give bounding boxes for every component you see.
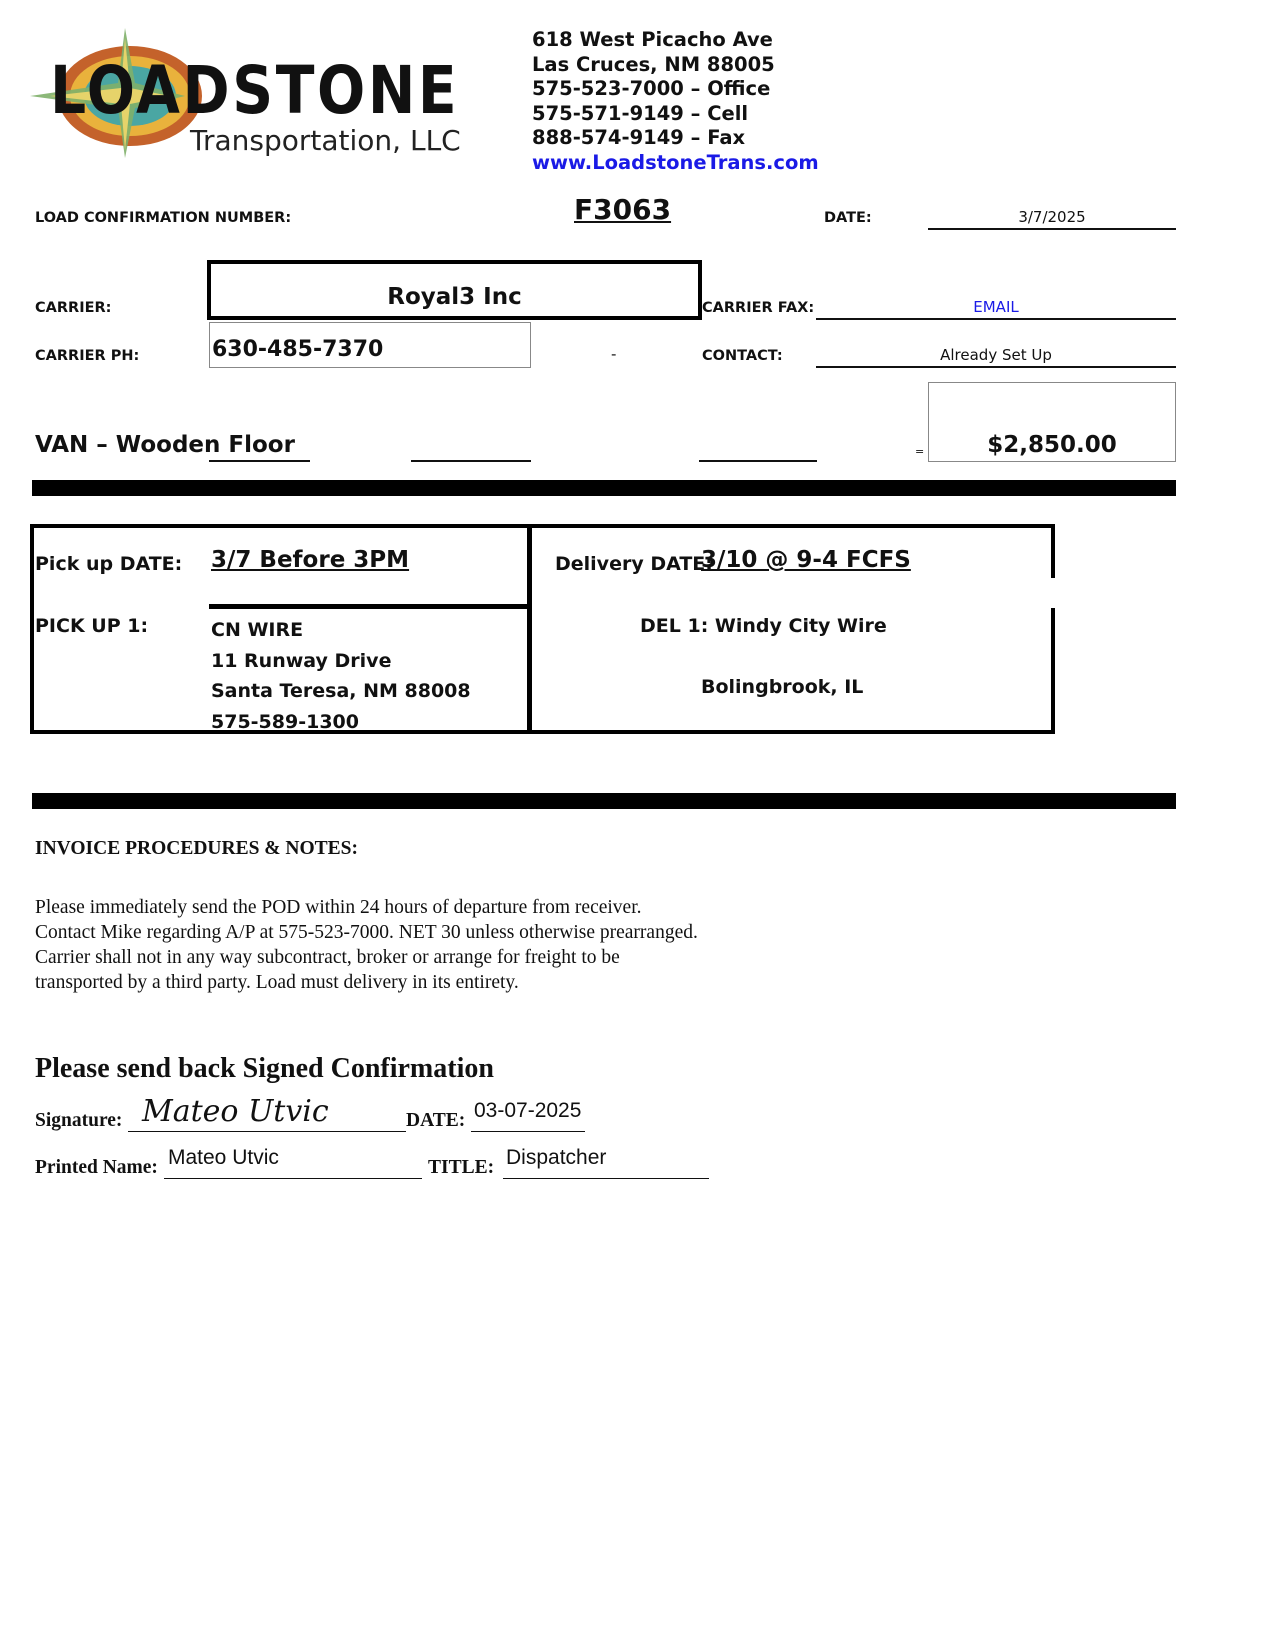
pickup-address <box>211 615 471 737</box>
pickup-label: PICK UP 1: <box>35 615 149 637</box>
equipment-type: VAN – Wooden Floor <box>35 432 295 458</box>
printed-name-label: Printed Name: <box>35 1157 158 1178</box>
notes-line: Contact Mike regarding A/P at 575-523-7000. NET 30 unless otherwise prearranged. <box>35 922 698 943</box>
notes-heading: INVOICE PROCEDURES & NOTES: <box>35 838 359 859</box>
rate-value: $2,850.00 <box>987 432 1117 458</box>
carrier-phone-label: CARRIER PH: <box>35 348 140 364</box>
notes-line: Please immediately send the POD within 24 hours of departure from receiver. <box>35 897 642 918</box>
address-line: Las Cruces, NM 88005 <box>532 52 775 76</box>
date-label: DATE: <box>824 210 872 226</box>
contact-label: CONTACT: <box>702 348 783 364</box>
carrier-fax-value: EMAIL <box>973 298 1019 316</box>
carrier-name-box <box>207 260 702 320</box>
frame-divider <box>527 524 532 734</box>
pickup-line: 575-589-1300 <box>211 710 359 733</box>
confirmation-number: F3063 <box>574 193 672 226</box>
blank-line <box>411 460 531 462</box>
delivery-date-label: Delivery DATE: <box>555 553 713 575</box>
equipment-underline <box>209 460 310 462</box>
pickup-divider <box>209 604 527 609</box>
carrier-fax-label: CARRIER FAX: <box>702 300 815 316</box>
notes-line: Carrier shall not in any way subcontract, broker or arrange for freight to be <box>35 947 620 968</box>
title-value: Dispatcher <box>506 1146 607 1169</box>
sign-date-line <box>471 1131 585 1132</box>
frame-edge <box>1051 608 1055 734</box>
divider-bar <box>32 793 1176 809</box>
logo-subtitle: Transportation, LLC <box>190 124 461 157</box>
carrier-name: Royal3 Inc <box>387 284 522 310</box>
address-line: 888-574-9149 – Fax <box>532 126 746 149</box>
printed-name-line <box>164 1178 422 1179</box>
contact-field <box>816 346 1176 368</box>
company-address <box>532 28 819 175</box>
carrier-phone-box <box>209 322 531 368</box>
carrier-phone: 630-485-7370 <box>212 337 384 362</box>
carrier-label: CARRIER: <box>35 300 112 316</box>
pickup-line: CN WIRE <box>211 619 304 641</box>
address-line: 575-523-7000 – Office <box>532 77 771 100</box>
pickup-line: 11 Runway Drive <box>211 649 392 672</box>
signature-label: Signature: <box>35 1110 123 1131</box>
carrier-fax-field <box>816 298 1176 320</box>
sign-date-value: 03-07-2025 <box>474 1099 582 1122</box>
signature-line <box>128 1131 406 1132</box>
date-field <box>928 208 1176 230</box>
signature-value: Mateo Utvic <box>142 1094 329 1129</box>
blank-line <box>699 460 817 462</box>
date-value: 3/7/2025 <box>1018 208 1086 226</box>
pickup-date: 3/7 Before 3PM <box>211 547 410 573</box>
notes-line: transported by a third party. Load must delivery in its entirety. <box>35 972 519 993</box>
pickup-line: Santa Teresa, NM 88008 <box>211 680 471 702</box>
pickup-date-label: Pick up DATE: <box>35 553 183 575</box>
signature-heading: Please send back Signed Confirmation <box>35 1053 494 1084</box>
confirmation-number-label: LOAD CONFIRMATION NUMBER: <box>35 210 292 226</box>
delivery-name: DEL 1: Windy City Wire <box>640 615 887 637</box>
rate-box <box>928 382 1176 462</box>
title-line <box>503 1178 709 1179</box>
sign-date-label: DATE: <box>406 1110 466 1131</box>
delivery-city: Bolingbrook, IL <box>701 676 864 698</box>
contact-value: Already Set Up <box>940 346 1052 364</box>
title-label: TITLE: <box>428 1157 495 1178</box>
frame-edge <box>1051 524 1055 578</box>
printed-name-value: Mateo Utvic <box>168 1146 279 1169</box>
divider-bar <box>32 480 1176 496</box>
dash-separator: - <box>611 345 617 363</box>
website-link[interactable]: www.LoadstoneTrans.com <box>532 150 819 174</box>
equals-sign: = <box>915 445 925 458</box>
address-line: 575-571-9149 – Cell <box>532 101 749 125</box>
address-line: 618 West Picacho Ave <box>532 28 773 51</box>
logo-wordmark: LOADSTONE <box>50 52 460 129</box>
delivery-date: 3/10 @ 9-4 FCFS <box>701 547 911 573</box>
notes-body <box>35 895 698 995</box>
